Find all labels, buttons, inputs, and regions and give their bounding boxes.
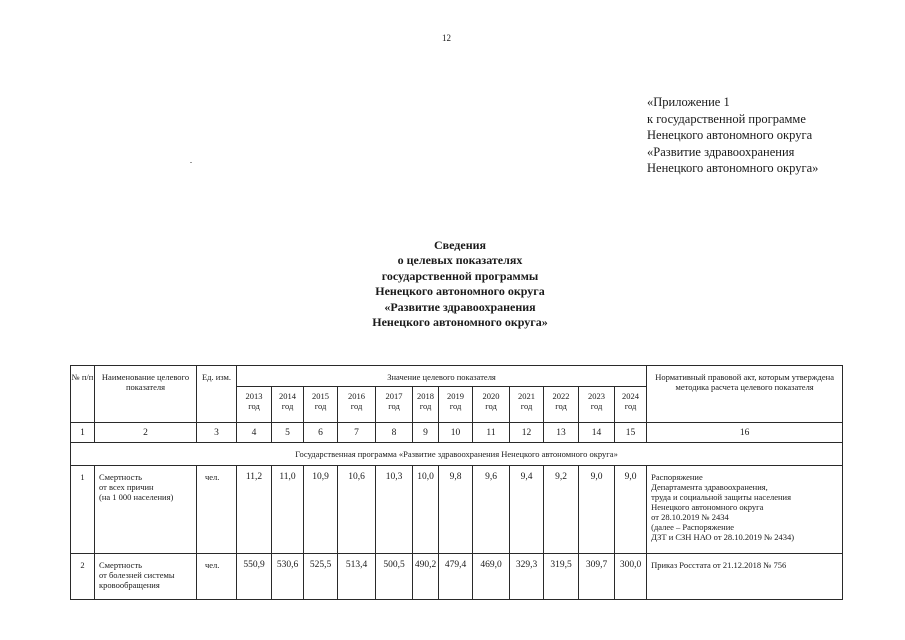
name-line: кровообращения bbox=[99, 580, 160, 590]
year-word: год bbox=[314, 401, 327, 411]
title-line: государственной программы bbox=[381, 268, 539, 283]
value-cell: 319,5 bbox=[544, 554, 579, 600]
year-cell bbox=[544, 387, 579, 423]
title-line: о целевых показателях bbox=[397, 253, 523, 268]
value-cell: 513,4 bbox=[338, 554, 376, 600]
value-cell: 329,3 bbox=[510, 554, 544, 600]
col-number: 2 bbox=[95, 423, 197, 443]
value-cell: 469,0 bbox=[473, 554, 510, 600]
year-cell bbox=[413, 387, 439, 423]
appendix-line: Ненецкого автономного округа bbox=[647, 128, 813, 142]
act-line: Ненецкого автономного округа bbox=[651, 502, 764, 512]
appendix-note bbox=[647, 94, 818, 177]
name-line: от всех причин bbox=[99, 482, 154, 492]
col-number: 7 bbox=[338, 423, 376, 443]
act-cell bbox=[647, 554, 843, 600]
year-cell bbox=[615, 387, 647, 423]
indicators-table bbox=[70, 365, 843, 600]
col-number: 13 bbox=[544, 423, 579, 443]
col-number: 1 bbox=[71, 423, 95, 443]
year-label: 2013 bbox=[245, 391, 263, 401]
year-cell bbox=[473, 387, 510, 423]
act-line: Департамента здравоохранения, bbox=[651, 482, 768, 492]
year-word: год bbox=[590, 401, 603, 411]
table-row bbox=[71, 554, 843, 600]
act-cell bbox=[647, 466, 843, 554]
appendix-line: «Развитие здравоохранения bbox=[647, 144, 795, 159]
year-word: год bbox=[281, 401, 294, 411]
title-line: Сведения bbox=[433, 238, 487, 252]
appendix-line: к государственной программе bbox=[647, 111, 806, 126]
table-row bbox=[71, 466, 843, 554]
appendix-line: Ненецкого автономного округа» bbox=[647, 161, 819, 175]
value-cell: 550,9 bbox=[237, 554, 272, 600]
year-label: 2021 bbox=[518, 391, 535, 401]
year-label: 2017 bbox=[385, 391, 403, 401]
value-cell: 530,6 bbox=[272, 554, 304, 600]
section-row bbox=[71, 443, 843, 466]
year-label: 2016 bbox=[348, 391, 365, 401]
header-unit: Ед. изм. bbox=[197, 366, 237, 423]
value-cell: 9,0 bbox=[579, 466, 615, 554]
value-cell: 9,6 bbox=[473, 466, 510, 554]
value-cell: 300,0 bbox=[615, 554, 647, 600]
col-number: 5 bbox=[272, 423, 304, 443]
col-number: 9 bbox=[413, 423, 439, 443]
value-cell: 9,8 bbox=[439, 466, 473, 554]
year-cell bbox=[579, 387, 615, 423]
indicator-name bbox=[95, 466, 197, 554]
row-num: 1 bbox=[71, 466, 95, 554]
value-cell: 10,9 bbox=[304, 466, 338, 554]
year-word: год bbox=[449, 401, 462, 411]
column-numbers-row bbox=[71, 423, 843, 443]
act-line: (далее – Распоряжение bbox=[651, 522, 735, 532]
year-label: 2022 bbox=[552, 391, 570, 401]
section-title: Государственная программа «Развитие здравоохранения Ненецкого автономного округа» bbox=[71, 443, 843, 466]
value-cell: 309,7 bbox=[579, 554, 615, 600]
year-cell bbox=[338, 387, 376, 423]
year-word: год bbox=[388, 401, 400, 411]
document-title bbox=[280, 238, 640, 330]
col-number: 4 bbox=[237, 423, 272, 443]
act-line: ДЗТ и СЗН НАО от 28.10.2019 № 2434) bbox=[651, 532, 795, 542]
year-word: год bbox=[485, 401, 497, 411]
header-act: Нормативный правовой акт, которым утверждена методика расчета целевого показателя bbox=[647, 366, 843, 423]
header-num: № п/п bbox=[71, 366, 95, 423]
year-label: 2024 bbox=[622, 391, 640, 401]
year-cell bbox=[237, 387, 272, 423]
header-name: Наименование целевого показателя bbox=[95, 366, 197, 423]
value-cell: 9,2 bbox=[544, 466, 579, 554]
title-line: Ненецкого автономного округа» bbox=[372, 315, 548, 330]
col-number: 16 bbox=[647, 423, 843, 443]
value-cell: 10,6 bbox=[338, 466, 376, 554]
value-cell: 490,2 bbox=[413, 554, 439, 600]
value-cell: 479,4 bbox=[439, 554, 473, 600]
col-number: 3 bbox=[197, 423, 237, 443]
value-cell: 9,4 bbox=[510, 466, 544, 554]
title-line: Ненецкого автономного округа bbox=[375, 284, 545, 299]
year-label: 2020 bbox=[482, 391, 500, 401]
year-word: год bbox=[520, 401, 533, 411]
col-number: 11 bbox=[473, 423, 510, 443]
year-word: год bbox=[555, 401, 567, 411]
header-values: Значение целевого показателя bbox=[237, 366, 647, 387]
col-number: 8 bbox=[376, 423, 413, 443]
act-line: от 28.10.2019 № 2434 bbox=[651, 512, 729, 522]
scan-speck bbox=[190, 162, 192, 163]
name-line: Смертность bbox=[99, 472, 143, 482]
row-num: 2 bbox=[71, 554, 95, 600]
year-label: 2018 bbox=[417, 391, 434, 401]
col-number: 14 bbox=[579, 423, 615, 443]
year-cell bbox=[304, 387, 338, 423]
year-cell bbox=[439, 387, 473, 423]
unit-cell: чел. bbox=[197, 554, 237, 600]
value-cell: 525,5 bbox=[304, 554, 338, 600]
year-cell bbox=[510, 387, 544, 423]
year-word: год bbox=[419, 401, 432, 411]
year-label: 2023 bbox=[588, 391, 605, 401]
act-line: труда и социальной защиты населения bbox=[651, 492, 792, 502]
value-cell: 11,0 bbox=[272, 466, 304, 554]
title-line: «Развитие здравоохранения bbox=[384, 299, 536, 314]
value-cell: 10,0 bbox=[413, 466, 439, 554]
appendix-line: «Приложение 1 bbox=[647, 95, 730, 109]
col-number: 12 bbox=[510, 423, 544, 443]
year-label: 2014 bbox=[279, 391, 296, 401]
name-line: (на 1 000 населения) bbox=[99, 492, 174, 502]
page-number: 12 bbox=[442, 33, 451, 43]
year-label: 2015 bbox=[312, 391, 329, 401]
year-word: год bbox=[350, 401, 363, 411]
col-number: 15 bbox=[615, 423, 647, 443]
col-number: 6 bbox=[304, 423, 338, 443]
header-row bbox=[71, 366, 843, 387]
unit-cell: чел. bbox=[197, 466, 237, 554]
act-line: Приказ Росстата от 21.12.2018 № 756 bbox=[651, 560, 787, 570]
value-cell: 10,3 bbox=[376, 466, 413, 554]
value-cell: 500,5 bbox=[376, 554, 413, 600]
year-word: год bbox=[248, 401, 260, 411]
indicator-name bbox=[95, 554, 197, 600]
year-label: 2019 bbox=[447, 391, 464, 401]
value-cell: 9,0 bbox=[615, 466, 647, 554]
col-number: 10 bbox=[439, 423, 473, 443]
name-line: от болезней системы bbox=[99, 570, 175, 580]
year-word: год bbox=[624, 401, 637, 411]
year-cell bbox=[376, 387, 413, 423]
year-cell bbox=[272, 387, 304, 423]
act-line: Распоряжение bbox=[651, 472, 703, 482]
name-line: Смертность bbox=[99, 560, 143, 570]
value-cell: 11,2 bbox=[237, 466, 272, 554]
